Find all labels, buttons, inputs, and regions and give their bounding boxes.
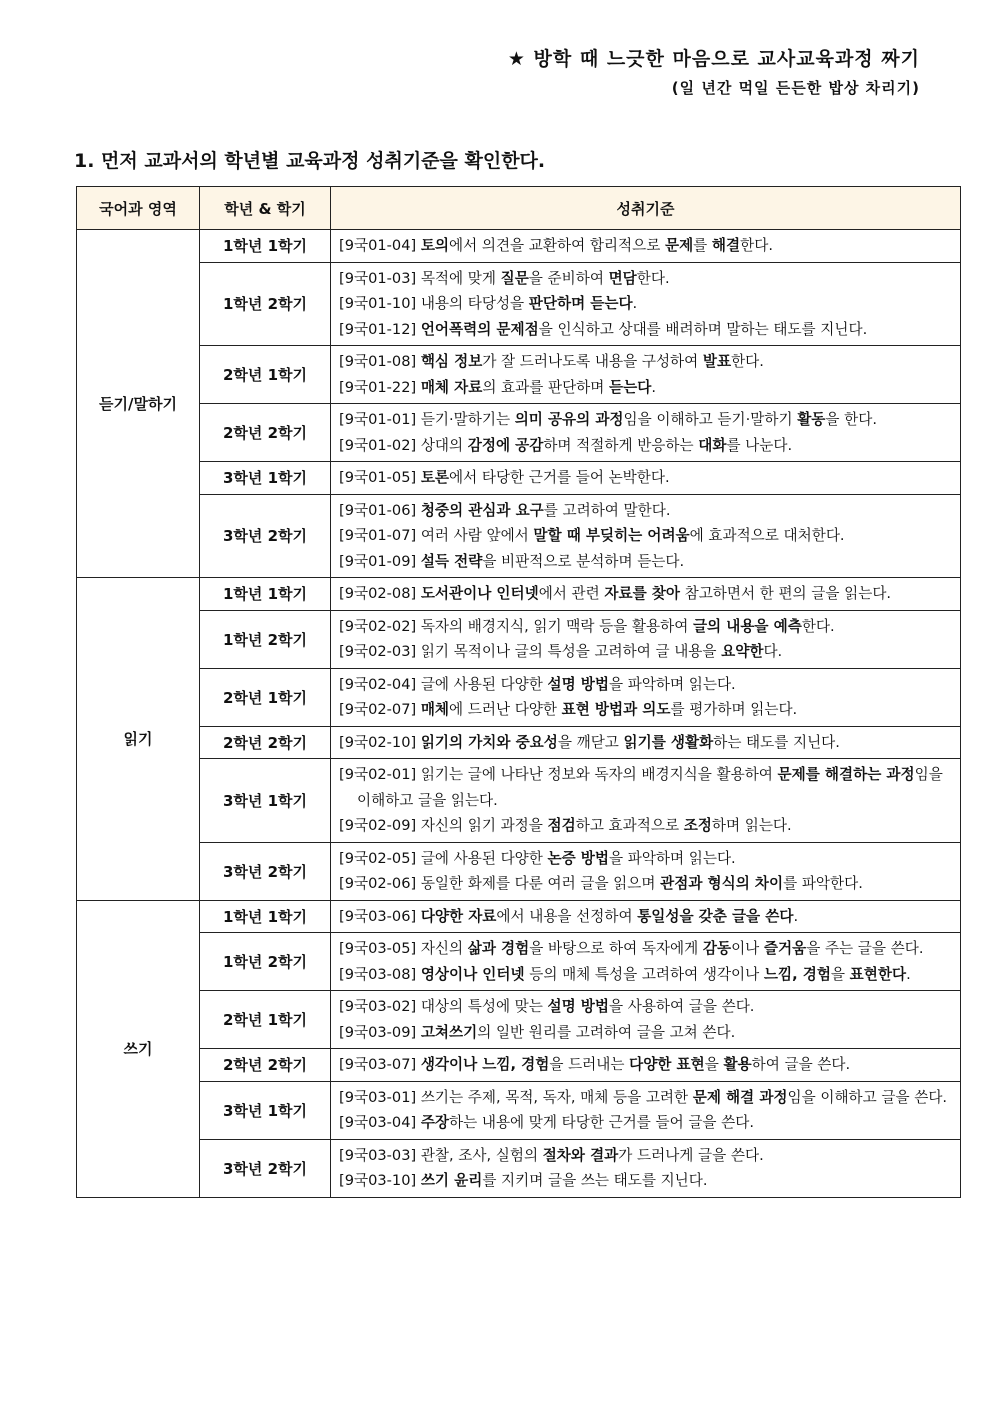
standards-cell <box>331 262 961 346</box>
table-row <box>77 1049 961 1082</box>
standard-line: [9국02-02] 독자의 배경지식, 읽기 맥락 등을 활용하여 글의 내용을 예측한다. <box>339 617 835 635</box>
standard-line: [9국02-03] 읽기 목적이나 글의 특성을 고려하여 글 내용을 요약한다. <box>339 643 783 660</box>
grade-cell: 2학년 1학기 <box>200 991 331 1049</box>
standards-cell <box>331 346 961 404</box>
table-header-row <box>77 187 961 230</box>
standard-line: [9국02-07] 매체에 드러난 다양한 표현 방법과 의도를 평가하며 읽는다. <box>339 701 798 718</box>
grade-cell: 3학년 2학기 <box>200 1139 331 1197</box>
table-row <box>77 262 961 346</box>
grade-cell: 3학년 1학기 <box>200 759 331 843</box>
header-standard: 성취기준 <box>331 187 961 230</box>
standard-line: [9국03-05] 자신의 삶과 경험을 바탕으로 하여 독자에게 감동이나 즐거움을 주는 글을 쓴다. <box>339 940 924 957</box>
header-grade: 학년 & 학기 <box>200 187 331 230</box>
grade-cell: 1학년 1학기 <box>200 900 331 933</box>
standards-cell <box>331 230 961 263</box>
standard-line: [9국01-01] 듣기·말하기는 의미 공유의 과정임을 이해하고 듣기·말하기 활동을 한다. <box>339 411 877 428</box>
grade-cell: 2학년 1학기 <box>200 346 331 404</box>
area-cell: 읽기 <box>77 578 200 901</box>
grade-cell: 2학년 1학기 <box>200 668 331 726</box>
table-row <box>77 991 961 1049</box>
table-row <box>77 610 961 668</box>
standard-line: [9국03-04] 주장하는 내용에 맞게 타당한 근거를 들어 글을 쓴다. <box>339 1114 754 1131</box>
standards-cell <box>331 759 961 843</box>
grade-cell: 1학년 2학기 <box>200 610 331 668</box>
standard-line: [9국02-08] 도서관이나 인터넷에서 관련 자료를 찾아 참고하면서 한 편의 글을 읽는다. <box>339 585 892 602</box>
grade-cell: 3학년 1학기 <box>200 462 331 495</box>
standard-line: [9국01-08] 핵심 정보가 잘 드러나도록 내용을 구성하여 발표한다. <box>339 353 764 370</box>
standards-cell <box>331 726 961 759</box>
standard-line: [9국01-03] 목적에 맞게 질문을 준비하여 면담한다. <box>339 269 670 287</box>
standard-line: [9국02-09] 자신의 읽기 과정을 점검하고 효과적으로 조정하며 읽는다. <box>339 817 792 834</box>
grade-cell: 3학년 2학기 <box>200 494 331 578</box>
standard-line: [9국02-10] 읽기의 가치와 중요성을 깨닫고 읽기를 생활화하는 태도를 지닌다. <box>339 733 840 751</box>
table-row <box>77 1139 961 1197</box>
document-title: ★ 방학 때 느긋한 마음으로 교사교육과정 짜기 <box>507 48 920 70</box>
standard-line: [9국01-02] 상대의 감정에 공감하며 적절하게 반응하는 대화를 나눈다. <box>339 436 793 454</box>
table-row <box>77 404 961 462</box>
grade-cell: 1학년 2학기 <box>200 262 331 346</box>
standard-line: [9국01-09] 설득 전략을 비판적으로 분석하며 듣는다. <box>339 552 685 570</box>
grade-cell: 2학년 2학기 <box>200 1049 331 1082</box>
document-header <box>508 44 920 98</box>
standard-line: [9국01-04] 토의에서 의견을 교환하여 합리적으로 문제를 해결한다. <box>339 237 773 254</box>
grade-cell: 2학년 2학기 <box>200 726 331 759</box>
standards-cell <box>331 842 961 900</box>
standards-cell <box>331 462 961 495</box>
area-cell: 듣기/말하기 <box>77 230 200 578</box>
standard-line: [9국01-12] 언어폭력의 문제점을 인식하고 상대를 배려하며 말하는 태도를 지닌다. <box>339 320 868 338</box>
standard-line: [9국03-03] 관찰, 조사, 실험의 절차와 결과가 드러나게 글을 쓴다. <box>339 1146 764 1164</box>
standards-cell <box>331 668 961 726</box>
standard-line: [9국02-05] 글에 사용된 다양한 논증 방법을 파악하며 읽는다. <box>339 849 736 867</box>
standard-line: [9국02-01] 읽기는 글에 나타난 정보와 독자의 배경지식을 활용하여 문제를 해결하는 과정임을 이해하고 글을 읽는다. <box>339 766 943 809</box>
table-row <box>77 759 961 843</box>
standard-line: [9국02-04] 글에 사용된 다양한 설명 방법을 파악하며 읽는다. <box>339 675 736 693</box>
section-title: 1. 먼저 교과서의 학년별 교육과정 성취기준을 확인한다. <box>74 150 546 172</box>
standards-cell <box>331 404 961 462</box>
area-cell: 쓰기 <box>77 900 200 1197</box>
standards-cell <box>331 610 961 668</box>
standard-line: [9국03-08] 영상이나 인터넷 등의 매체 특성을 고려하여 생각이나 느낌, 경험을 표현한다. <box>339 965 911 983</box>
standard-line: [9국02-06] 동일한 화제를 다룬 여러 글을 읽으며 관점과 형식의 차이를 파악한다. <box>339 875 863 892</box>
standard-line: [9국01-06] 청중의 관심과 요구를 고려하여 말한다. <box>339 501 671 519</box>
table-row <box>77 578 961 611</box>
standard-line: [9국01-22] 매체 자료의 효과를 판단하며 듣는다. <box>339 378 656 396</box>
standard-line: [9국03-10] 쓰기 윤리를 지키며 글을 쓰는 태도를 지닌다. <box>339 1172 708 1189</box>
table-row <box>77 346 961 404</box>
standards-cell <box>331 1049 961 1082</box>
table-row <box>77 1081 961 1139</box>
standards-table <box>76 186 961 1198</box>
table-row <box>77 726 961 759</box>
grade-cell: 1학년 1학기 <box>200 230 331 263</box>
table-row <box>77 933 961 991</box>
document-subtitle: (일 년간 먹일 든든한 밥상 차리기) <box>671 79 920 97</box>
standards-cell <box>331 1139 961 1197</box>
standards-cell <box>331 578 961 611</box>
table-row <box>77 668 961 726</box>
table-row <box>77 494 961 578</box>
standard-line: [9국03-01] 쓰기는 주제, 목적, 독자, 매체 등을 고려한 문제 해결 과정임을 이해하고 글을 쓴다. <box>339 1088 948 1106</box>
grade-cell: 1학년 1학기 <box>200 578 331 611</box>
grade-cell: 3학년 2학기 <box>200 842 331 900</box>
standard-line: [9국01-07] 여러 사람 앞에서 말할 때 부딪히는 어려움에 효과적으로 대처한다. <box>339 527 845 544</box>
standard-line: [9국03-09] 고쳐쓰기의 일반 원리를 고려하여 글을 고쳐 쓴다. <box>339 1023 736 1041</box>
standards-cell <box>331 991 961 1049</box>
standard-line: [9국01-05] 토론에서 타당한 근거를 들어 논박한다. <box>339 469 670 486</box>
standards-cell <box>331 933 961 991</box>
grade-cell: 3학년 1학기 <box>200 1081 331 1139</box>
standards-cell <box>331 494 961 578</box>
standards-cell <box>331 900 961 933</box>
header-area: 국어과 영역 <box>77 187 200 230</box>
table-row <box>77 900 961 933</box>
table-row <box>77 842 961 900</box>
table-row <box>77 230 961 263</box>
grade-cell: 1학년 2학기 <box>200 933 331 991</box>
standard-line: [9국01-10] 내용의 타당성을 판단하며 듣는다. <box>339 295 638 312</box>
grade-cell: 2학년 2학기 <box>200 404 331 462</box>
standard-line: [9국03-02] 대상의 특성에 맞는 설명 방법을 사용하여 글을 쓴다. <box>339 998 755 1015</box>
standard-line: [9국03-07] 생각이나 느낌, 경험을 드러내는 다양한 표현을 활용하여 글을 쓴다. <box>339 1056 851 1073</box>
table-row <box>77 462 961 495</box>
standard-line: [9국03-06] 다양한 자료에서 내용을 선정하여 통일성을 갖춘 글을 쓴다. <box>339 907 799 925</box>
standards-cell <box>331 1081 961 1139</box>
